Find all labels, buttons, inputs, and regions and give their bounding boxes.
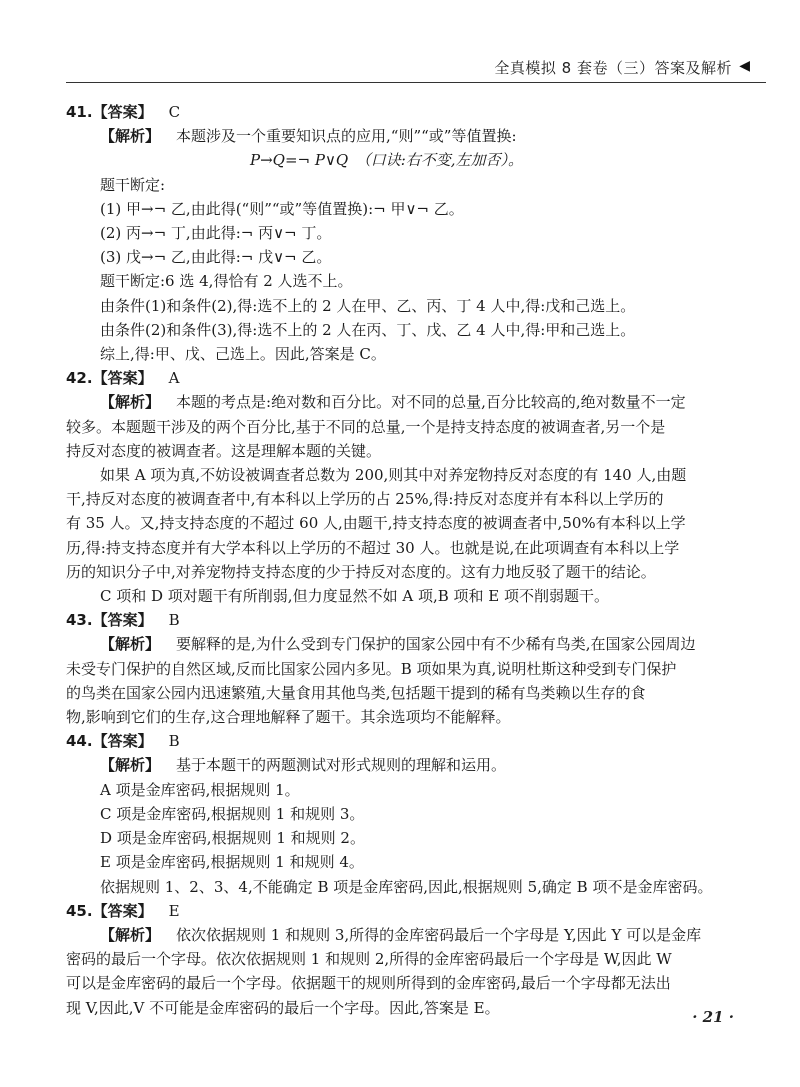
q44-line: E 项是金库密码,根据规则 1 和规则 4。 xyxy=(100,853,364,872)
q41-line: (2) 丙→¬ 丁,由此得:¬ 丙∨¬ 丁。 xyxy=(100,224,332,243)
q41-line: 题干断定:6 选 4,得恰有 2 人选不上。 xyxy=(100,272,353,291)
analysis-label: 【解析】 xyxy=(100,635,161,654)
q44-line: C 项是金库密码,根据规则 1 和规则 3。 xyxy=(100,804,365,823)
q42-line: 较多。本题题干涉及的两个百分比,基于不同的总量,一个是持支持态度的被调查者,另一个是 xyxy=(66,417,666,436)
q41-line: 题干断定: xyxy=(100,175,166,194)
q41-line: (1) 甲→¬ 乙,由此得(“则”“或”等值置换):¬ 甲∨¬ 乙。 xyxy=(100,199,464,218)
answer-content xyxy=(66,100,728,1020)
q41-line: 由条件(2)和条件(3),得:选不上的 2 人在丙、丁、戊、乙 4 人中,得:甲和己选上。 xyxy=(100,320,636,339)
question-number: 45. xyxy=(66,901,93,920)
q43-analysis-row xyxy=(66,632,728,656)
question-number: 41. xyxy=(66,103,93,121)
q44-answer-row xyxy=(66,729,728,753)
q42-analysis-row xyxy=(66,390,728,414)
q45-answer-row xyxy=(66,899,728,923)
answer-label: 【答案】 xyxy=(92,732,153,751)
analysis-label: 【解析】 xyxy=(100,925,161,944)
header-divider xyxy=(66,82,766,83)
answer-value: B xyxy=(168,611,180,630)
page-number: · 21 · xyxy=(692,1008,734,1026)
q41-analysis-row xyxy=(66,124,728,148)
question-number: 43. xyxy=(66,611,93,630)
analysis-label: 【解析】 xyxy=(100,393,161,412)
q42-line: 历,得:持支持态度并有大学本科以上学历的不超过 30 人。也就是说,在此项调查有本科以上学 xyxy=(66,538,680,557)
q44-line: D 项是金库密码,根据规则 1 和规则 2。 xyxy=(100,829,365,848)
q42-line: 干,持反对态度的被调查者中,有本科以上学历的占 25%,得:持反对态度并有本科以上学历的 xyxy=(66,490,664,509)
q41-formula: P→Q=¬ P∨Q （口诀:右不变,左加否）。 xyxy=(250,151,524,170)
q44-analysis-row xyxy=(66,753,728,777)
question-number: 44. xyxy=(66,732,93,751)
analysis-label: 【解析】 xyxy=(100,756,161,775)
q41-line: 由条件(1)和条件(2),得:选不上的 2 人在甲、乙、丙、丁 4 人中,得:戊和己选上。 xyxy=(100,296,636,315)
q43-answer-row xyxy=(66,608,728,632)
q43-line: 物,影响到它们的生存,这合理地解释了题干。其余选项均不能解释。 xyxy=(66,708,511,727)
analysis-text: 本题的考点是:绝对数和百分比。对不同的总量,百分比较高的,绝对数量不一定 xyxy=(176,393,686,412)
q45-line: 密码的最后一个字母。依次依据规则 1 和规则 2,所得的金库密码最后一个字母是 W,因此 W xyxy=(66,950,672,969)
analysis-label: 【解析】 xyxy=(100,127,161,146)
q41-line: 综上,得:甲、戊、己选上。因此,答案是 C。 xyxy=(100,345,386,364)
question-number: 42. xyxy=(66,369,93,388)
q44-line: 依据规则 1、2、3、4,不能确定 B 项是金库密码,因此,根据规则 5,确定 B 项不是金库密码。 xyxy=(100,877,713,896)
q42-line: 如果 A 项为真,不妨设被调查者总数为 200,则其中对养宠物持反对态度的有 140 人,由题 xyxy=(100,466,687,485)
q45-line: 可以是金库密码的最后一个字母。依据题干的规则所得到的金库密码,最后一个字母都无法出 xyxy=(66,974,671,993)
answer-label: 【答案】 xyxy=(92,901,153,920)
q42-line: 有 35 人。又,持支持态度的不超过 60 人,由题干,持支持态度的被调查者中,50%有本科以上学 xyxy=(66,514,686,533)
q43-line: 未受专门保护的自然区域,反而比国家公园内多见。B 项如果为真,说明杜斯这种受到专门保护 xyxy=(66,659,677,678)
answer-value: E xyxy=(168,901,180,920)
answer-label: 【答案】 xyxy=(92,103,153,121)
q42-line: 历的知识分子中,对养宠物持支持态度的少于持反对态度的。这有力地反驳了题干的结论。 xyxy=(66,562,656,581)
q43-line: 的鸟类在国家公园内迅速繁殖,大量食用其他鸟类,包括题干提到的稀有鸟类赖以生存的食 xyxy=(66,683,646,702)
header-title: 全真模拟 8 套卷（三）答案及解析 xyxy=(494,59,732,77)
answer-value: C xyxy=(168,103,181,121)
q45-line: 现 V,因此,V 不可能是金库密码的最后一个字母。因此,答案是 E。 xyxy=(66,998,500,1017)
q41-line: (3) 戊→¬ 乙,由此得:¬ 戊∨¬ 乙。 xyxy=(100,248,332,267)
header-marker-icon: ◀ xyxy=(739,58,750,74)
q45-analysis-row xyxy=(66,923,728,947)
answer-label: 【答案】 xyxy=(92,369,153,388)
q42-answer-row xyxy=(66,366,728,390)
q41-answer-row xyxy=(66,100,728,124)
analysis-text: 本题涉及一个重要知识点的应用,“则”“或”等值置换: xyxy=(176,127,517,146)
answer-label: 【答案】 xyxy=(92,611,153,630)
analysis-text: 基于本题干的两题测试对形式规则的理解和运用。 xyxy=(176,756,507,775)
answer-value: B xyxy=(168,732,180,751)
analysis-text: 要解释的是,为什么受到专门保护的国家公园中有不少稀有鸟类,在国家公园周边 xyxy=(176,635,696,654)
analysis-text: 依次依据规则 1 和规则 3,所得的金库密码最后一个字母是 Y,因此 Y 可以是金库 xyxy=(176,925,702,944)
q44-line: A 项是金库密码,根据规则 1。 xyxy=(100,780,300,799)
answer-value: A xyxy=(168,369,180,388)
q42-line: 持反对态度的被调查者。这是理解本题的关键。 xyxy=(66,441,382,460)
q42-line: C 项和 D 项对题干有所削弱,但力度显然不如 A 项,B 项和 E 项不削弱题干。 xyxy=(100,587,609,606)
